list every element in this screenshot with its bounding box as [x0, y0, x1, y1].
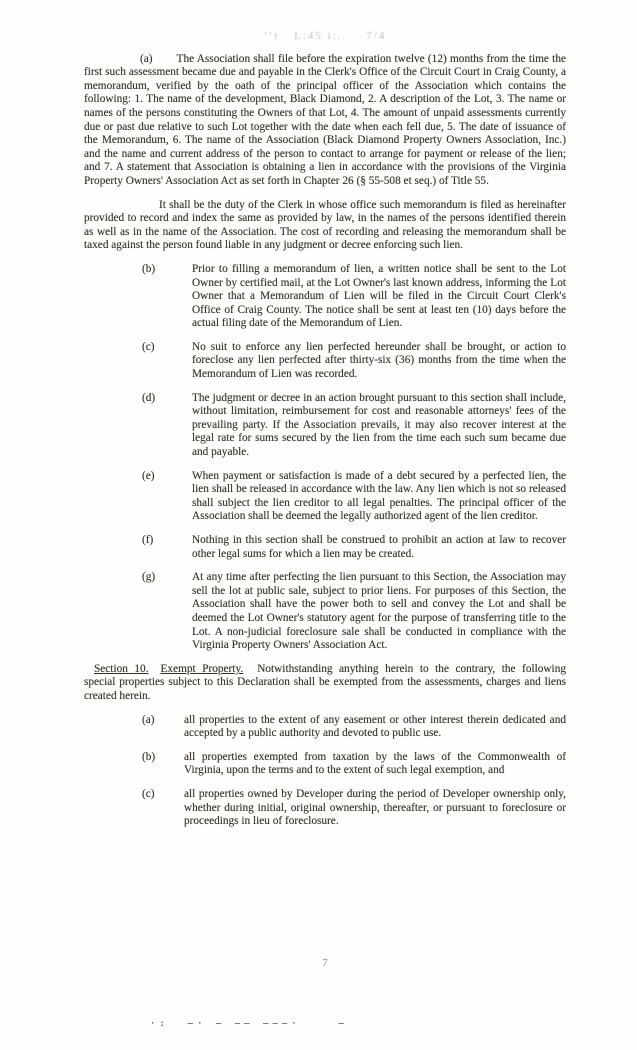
- lien-subsection-e-label: (e): [142, 469, 155, 482]
- lien-subsection-f-text: Nothing in this section shall be construed to prohibit an action at law to recover other legal sums for which a lien may be created.: [192, 534, 566, 560]
- section-10-label: Section 10.: [94, 662, 149, 675]
- lien-subsection-d-text: The judgment or decree in an action brought pursuant to this section shall include, without limitation, reimbursement for cost and reasonable attorneys' fees of the prevailing party. If the Association prevails, it may also recover interest at the legal rate for sums secured by the lien from the time each such sum became due and payable.: [192, 391, 566, 459]
- lien-subsection-c-label: (c): [142, 340, 155, 353]
- lien-subsection-g-text: At any time after perfecting the lien pursuant to this Section, the Association may sell the lot at public sale, subject to prior liens. For purposes of this Section, the Association shall have the power both to sell and convey the Lot and shall be deemed the Lot Owner's statutory agent for the purpose of transferring title to the Lot. A non-judicial foreclosure sale shall be conducted in compliance with the Virginia Property Owners' Association Act.: [192, 571, 566, 652]
- lien-subsection-f: [142, 534, 566, 561]
- lien-subsection-e: [142, 469, 566, 524]
- scan-artifact-marks: ·: –· – –– –—–· –: [150, 1019, 348, 1029]
- lien-subsection-c-text: No suit to enforce any lien perfected hereunder shall be brought, or action to foreclose any lien perfected after thirty-six (36) months from the time when the Memorandum of Lien was recorded.: [192, 340, 566, 381]
- section-10-paragraph: [84, 663, 566, 704]
- paragraph-a-label: (a): [140, 52, 153, 65]
- exempt-property-list: [84, 714, 566, 829]
- lien-subsection-c: [142, 340, 566, 382]
- lien-subsection-b-text: Prior to filling a memorandum of lien, a written notice shall be sent to the Lot Owner by certified mail, at the Lot Owner's last known address, informing the Lot Owner that a Memorandum of Lien will be filed in the Circuit Court Clerk's Office of Craig County. The notice shall be sent at least ten (10) days before the actual filing date of the Memorandum of Lien.: [192, 262, 566, 330]
- paragraph-a: [84, 53, 566, 189]
- exempt-item-a-label: (a): [142, 713, 155, 726]
- document-body: [84, 0, 566, 839]
- lien-subsection-d: [142, 391, 566, 460]
- lien-subsection-f-label: (f): [142, 534, 154, 546]
- lien-subsection-e-text: When payment or satisfaction is made of a debt secured by a perfected lien, the lien shall be released in accordance with the law. Any lien which is not so released shall subject the lien creditor to all legal penalties. The principal officer of the Association shall be deemed the legally authorized agent of the lien creditor.: [192, 469, 566, 523]
- exempt-item-a-text: all properties to the extent of any easement or other interest therein dedicated and accepted by a public authority and devoted to public use.: [184, 713, 566, 740]
- paragraph-a-text: The Association shall file before the expiration twelve (12) months from the time the first such assessment became due and payable in the Clerk's Office of the Circuit Court in Craig County, a memorandum, verified by the oath of the principal officer of the Association which contains the following: 1. The name of the development, Black Diamond, 2. A description of the Lot, 3. The name or names of the persons constituting the Owners of that Lot, 4. The amount of unpaid assessments currently due or past due relative to such Lot together with the date when each fell due, 5. The date of issuance of the Memorandum, 6. The name of the Association (Black Diamond Property Owners Association, Inc.) and the name and current address of the person to contact to arrange for payment or release of the lien; and 7. A statement that Association is obtaining a lien in accordance with the provisions of the Virginia Property Owners' Association Act as set forth in Chapter 26 (§ 55-508 et seq.) of Title 55.: [84, 52, 566, 187]
- lien-subsection-g-label: (g): [142, 571, 156, 584]
- exempt-item-b: [142, 750, 566, 778]
- clerk-duty-paragraph: It shall be the duty of the Clerk in whose office such memorandum is filed as hereinafter provided to record and index the same as provided by law, in the names of the persons identified therein as well as in the name of the Association. The cost of recording and releasing the memorandum shall be taxed against the person found liable in any judgment or decree enforcing such lien.: [84, 198, 566, 252]
- exempt-item-c-label: (c): [142, 787, 155, 800]
- section-10-title: Exempt Property.: [160, 662, 244, 675]
- lien-subsection-d-label: (d): [142, 391, 156, 404]
- exempt-item-c-text: all properties owned by Developer during the period of Developer ownership only, whether during initial, original ownership, thereafter, or pursuant to foreclosure or proceedings in lieu of foreclosure.: [184, 787, 566, 828]
- recording-stamp: ’’r L:45 i:.. 7/4: [263, 30, 387, 42]
- lien-subsection-b-label: (b): [142, 262, 156, 275]
- exempt-item-c: [142, 787, 566, 829]
- exempt-item-b-text: all properties exempted from taxation by the laws of the Commonwealth of Virginia, upon the terms and to the extent of such legal exemption, and: [184, 750, 566, 777]
- exempt-item-a: [142, 713, 566, 741]
- lien-subsection-g: [142, 571, 566, 653]
- section-10-body: Notwithstanding anything herein to the contrary, the following special properties subject to this Declaration shall be exempted from the assessments, charges and liens created herein.: [84, 662, 566, 702]
- lien-subsection-b: [142, 262, 566, 331]
- page-number: 7: [322, 957, 328, 969]
- exempt-item-b-label: (b): [142, 750, 156, 763]
